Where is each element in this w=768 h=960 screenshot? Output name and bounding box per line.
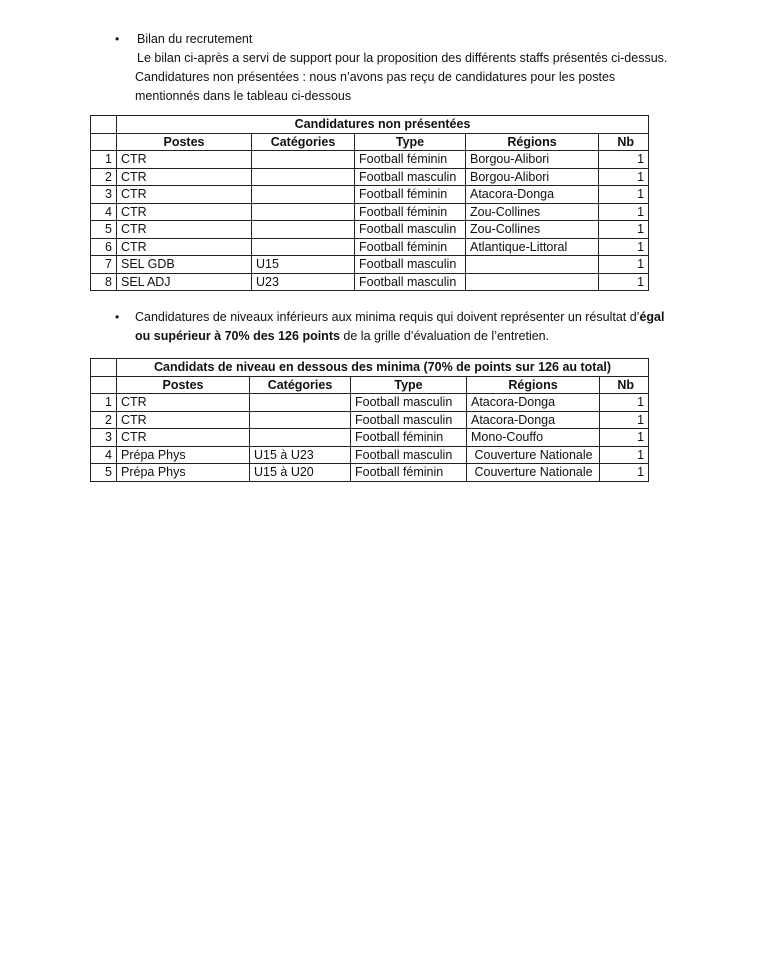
cell-categories [252, 151, 355, 169]
cell-index: 4 [91, 203, 117, 221]
cell-index: 1 [91, 394, 117, 412]
table-title: Candidats de niveau en dessous des minima (70% de points sur 126 au total) [117, 359, 649, 377]
cell-type: Football féminin [355, 186, 466, 204]
cell-categories [252, 203, 355, 221]
table-row [91, 203, 649, 221]
cell-postes: CTR [117, 203, 252, 221]
cell-postes: CTR [117, 151, 252, 169]
cell-type: Football masculin [351, 394, 467, 412]
cell-type: Football masculin [351, 411, 467, 429]
bullet-icon: • [115, 310, 120, 324]
cell-postes: Prépa Phys [117, 446, 250, 464]
paragraph-text: de la grille d’évaluation de l’entretien. [339, 329, 550, 343]
cell-index: 5 [91, 464, 117, 482]
header-index [91, 133, 117, 151]
cell-postes: CTR [117, 394, 250, 412]
cell-nb: 1 [600, 394, 649, 412]
cell-type: Football féminin [351, 464, 467, 482]
table-title: Candidatures non présentées [117, 116, 649, 134]
table-row [91, 429, 649, 447]
cell-postes: CTR [117, 186, 252, 204]
cell-index: 3 [91, 186, 117, 204]
cell-regions: Atlantique-Littoral [466, 238, 599, 256]
header-nb: Nb [600, 376, 649, 394]
cell-index: 1 [91, 151, 117, 169]
header-postes: Postes [117, 376, 250, 394]
cell-index: 5 [91, 221, 117, 239]
cell-type: Football féminin [355, 151, 466, 169]
table-row [91, 411, 649, 429]
cell-categories: U15 à U20 [250, 464, 351, 482]
cell-categories [250, 411, 351, 429]
paragraph-text: Candidatures de niveaux inférieurs aux minima requis qui doivent représenter un résultat d’ [135, 310, 640, 324]
cell-type: Football masculin [355, 168, 466, 186]
table-row [91, 186, 649, 204]
table-row [91, 446, 649, 464]
paragraph-line: Candidatures non présentées : nous n’avons pas reçu de candidatures pour les postes [135, 70, 616, 84]
cell-nb: 1 [600, 464, 649, 482]
cell-categories [250, 394, 351, 412]
table-title-row [91, 116, 649, 134]
cell-index: 8 [91, 273, 117, 291]
paragraph-line [135, 327, 695, 346]
cell-categories: U15 [252, 256, 355, 274]
cell-type: Football masculin [355, 256, 466, 274]
header-regions: Régions [466, 133, 599, 151]
cell-nb: 1 [600, 429, 649, 447]
table-row [91, 151, 649, 169]
table-row [91, 168, 649, 186]
cell-nb: 1 [599, 221, 649, 239]
section-text [137, 30, 697, 106]
cell-postes: CTR [117, 429, 250, 447]
paragraph-bold-text: ou supérieur à 70% des 126 points [135, 329, 340, 343]
cell-type: Football féminin [355, 238, 466, 256]
below-minimum-candidates-table [90, 358, 649, 482]
cell-categories: U15 à U23 [250, 446, 351, 464]
cell-nb: 1 [599, 203, 649, 221]
paragraph-bold-text: égal [639, 310, 665, 324]
table-header-row [91, 133, 649, 151]
cell-regions: Mono-Couffo [467, 429, 600, 447]
cell-type: Football féminin [355, 203, 466, 221]
cell-index: 6 [91, 238, 117, 256]
cell-nb: 1 [599, 168, 649, 186]
cell-categories [252, 168, 355, 186]
cell-nb: 1 [600, 446, 649, 464]
cell-regions: Borgou-Alibori [466, 151, 599, 169]
cell-postes: Prépa Phys [117, 464, 250, 482]
cell-regions: Zou-Collines [466, 221, 599, 239]
paragraph-line: Le bilan ci-après a servi de support pour la proposition des différents staffs présentés ci-dessus. [137, 51, 668, 65]
table-header-row [91, 376, 649, 394]
cell-nb: 1 [600, 411, 649, 429]
cell-index: 2 [91, 411, 117, 429]
cell-regions: Couverture Nationale [467, 464, 600, 482]
cell-index: 7 [91, 256, 117, 274]
cell-regions [466, 273, 599, 291]
cell-type: Football masculin [351, 446, 467, 464]
cell-categories [250, 429, 351, 447]
table-row [91, 221, 649, 239]
header-regions: Régions [467, 376, 600, 394]
cell-regions [466, 256, 599, 274]
paragraph-line [135, 308, 695, 327]
cell-nb: 1 [599, 256, 649, 274]
cell-categories [252, 238, 355, 256]
cell-regions: Atacora-Donga [467, 394, 600, 412]
header-index [91, 376, 117, 394]
table-title-row [91, 359, 649, 377]
table-row [91, 256, 649, 274]
header-nb: Nb [599, 133, 649, 151]
cell-categories [252, 221, 355, 239]
cell-regions: Borgou-Alibori [466, 168, 599, 186]
table-row [91, 273, 649, 291]
cell-nb: 1 [599, 273, 649, 291]
table-row [91, 464, 649, 482]
cell-regions: Atacora-Donga [466, 186, 599, 204]
cell-type: Football masculin [355, 221, 466, 239]
cell-index: 2 [91, 168, 117, 186]
cell-postes: CTR [117, 411, 250, 429]
cell-nb: 1 [599, 151, 649, 169]
cell-regions: Atacora-Donga [467, 411, 600, 429]
header-type: Type [355, 133, 466, 151]
header-type: Type [351, 376, 467, 394]
table-row [91, 394, 649, 412]
cell-postes: SEL ADJ [117, 273, 252, 291]
paragraph-line: mentionnés dans le tableau ci-dessous [135, 89, 352, 103]
cell-categories [252, 186, 355, 204]
cell-categories: U23 [252, 273, 355, 291]
cell-nb: 1 [599, 238, 649, 256]
cell-type: Football masculin [355, 273, 466, 291]
cell-type: Football féminin [351, 429, 467, 447]
header-categories: Catégories [252, 133, 355, 151]
header-categories: Catégories [250, 376, 351, 394]
table-row [91, 238, 649, 256]
cell-postes: CTR [117, 168, 252, 186]
cell-nb: 1 [599, 186, 649, 204]
cell-index: 4 [91, 446, 117, 464]
cell-regions: Couverture Nationale [467, 446, 600, 464]
cell-regions: Zou-Collines [466, 203, 599, 221]
bullet-icon: • [115, 32, 120, 46]
non-submitted-applications-table [90, 115, 649, 291]
cell-index: 3 [91, 429, 117, 447]
cell-postes: CTR [117, 221, 252, 239]
cell-postes: CTR [117, 238, 252, 256]
section-heading: Bilan du recrutement [137, 32, 253, 46]
section-text [135, 308, 695, 346]
cell-postes: SEL GDB [117, 256, 252, 274]
header-postes: Postes [117, 133, 252, 151]
